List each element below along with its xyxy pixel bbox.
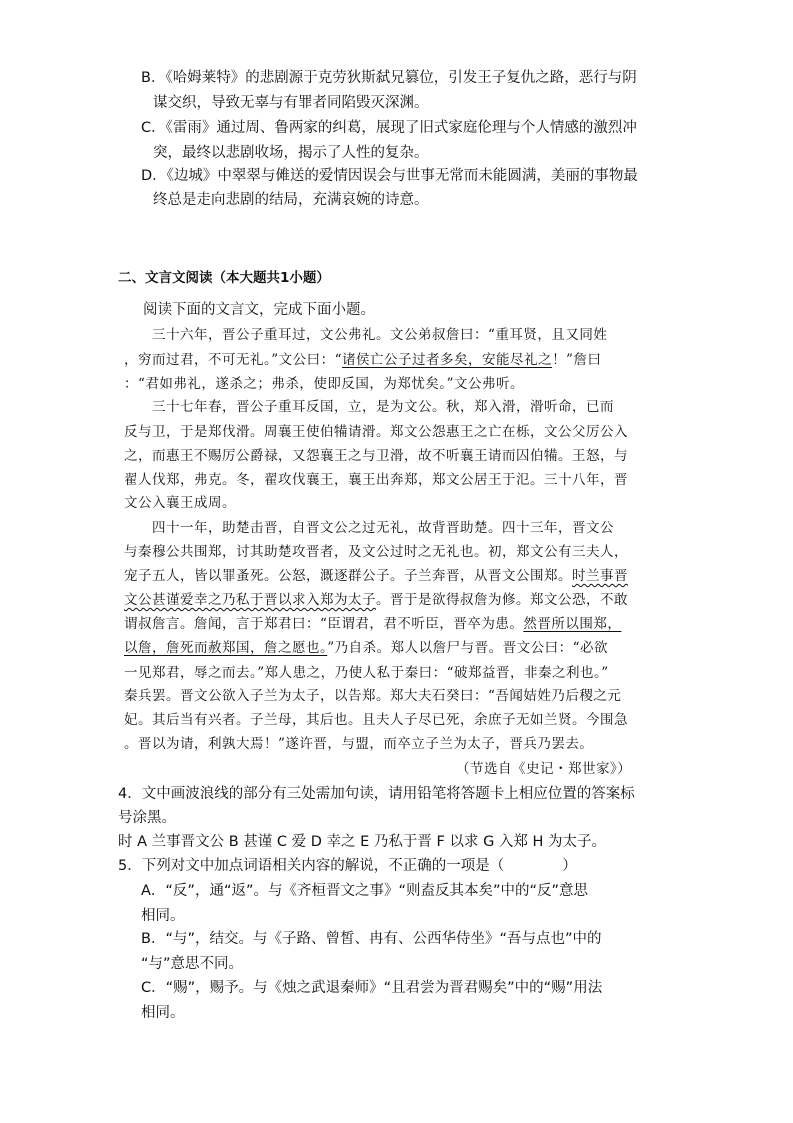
passage-line: 谓叔詹言。詹闻，言于郑君曰：“臣谓君，君不听臣，晋卒为患。然晋所以围郑， — [124, 616, 622, 632]
q5-option-b-line2: “与”意思不同。 — [141, 956, 244, 972]
underlined-sentence: 诸侯亡公子过者多矣，安能尽礼之 — [342, 352, 553, 368]
q5-option-c-line2: 相同。 — [141, 1005, 185, 1021]
question-4-sentence: 时 A 兰事晋文公 B 甚谨 C 爱 D 幸之 E 乃私于晋 F 以求 G 入郑 H 为太子。 — [118, 834, 607, 850]
wavy-underlined-sentence: 时兰事晋 — [572, 568, 628, 584]
reading-instruction: 阅读下面的文言文，完成下面小题。 — [143, 302, 375, 318]
passage-line: 三十六年，晋公子重耳过，文公弗礼。文公弟叔詹曰：“重耳贤，且又同姓 — [152, 327, 608, 343]
passage-line: 宠子五人，皆以罪蚤死。公怒，溉逐群公子。子兰奔晋，从晋文公围郑。时兰事晋 — [124, 568, 628, 584]
option-d-line2: 终总是走向悲剧的结局，充满哀婉的诗意。 — [153, 192, 429, 208]
passage-line: ：“君如弗礼，遂杀之；弗杀，使即反国，为郑忧矣。”文公弗听。 — [124, 376, 525, 392]
question-4-line2: 号涂黑。 — [118, 810, 176, 826]
option-c-line2: 突，最终以悲剧收场，揭示了人性的复杂。 — [153, 145, 429, 161]
option-b-line2: 谋交织，导致无辜与有罪者同陷毁灭深渊。 — [153, 95, 429, 111]
passage-line: 反与卫，于是郑伐滑。周襄王使伯犕请滑。郑文公怨惠王之亡在栎，文公父厉公入 — [124, 424, 628, 440]
passage-line: ，穷而过君，不可无礼。”文公曰：“诸侯亡公子过者多矣，安能尽礼之！”詹曰 — [124, 352, 602, 368]
passage-source: （节选自《史记・郑世家》） — [456, 761, 632, 777]
q5-option-a-line1: A．“反”，通“返”。与《齐桓晋文之事》“则盍反其本矣”中的“反”意思 — [141, 883, 589, 899]
underlined-sentence: 以詹，詹死而赦郑国，詹之愿也。 — [124, 640, 328, 656]
q5-option-b-line1: B．“与”，结交。与《子路、曾皙、冉有、公西华侍坐》“吾与点也”中的 — [141, 931, 602, 947]
passage-line: 秦兵罢。晋文公欲入子兰为太子，以告郑。郑大夫石癸曰：“吾闻姞姓乃后稷之元 — [124, 688, 622, 704]
option-c-line1: C．《雷雨》通过周、鲁两家的纠葛，展现了旧式家庭伦理与个人情感的激烈冲 — [141, 120, 637, 136]
option-d-line1: D．《边城》中翠翠与傩送的爱情因误会与世事无常而未能圆满，美丽的事物最 — [141, 168, 638, 184]
passage-line: 一见郑君，辱之而去。”郑人患之，乃使人私于秦曰：“破郑益晋，非秦之利也。” — [124, 665, 609, 681]
underlined-sentence: 然晋所以围郑， — [523, 616, 622, 632]
section-title: 二、文言文阅读（本大题共1小题） — [118, 270, 330, 286]
passage-line: 文公入襄王成周。 — [124, 495, 236, 511]
q5-option-c-line1: C．“赐”，赐予。与《烛之武退秦师》“且君尝为晋君赐矣”中的“赐”用法 — [141, 980, 603, 996]
passage-line: 以詹，詹死而赦郑国，詹之愿也。”乃自杀。郑人以詹尸与晋。晋文公曰：“必欲 — [124, 640, 609, 656]
passage-line: 之，而惠王不赐厉公爵禄，又怨襄王之与卫滑，故不听襄王请而囚伯犕。王怒，与 — [124, 448, 628, 464]
question-5-stem: 5．下列对文中加点词语相关内容的解说，不正确的一项是（ ） — [118, 858, 577, 874]
question-4-line1: 4．文中画波浪线的部分有三处需加句读，请用铅笔将答题卡上相应位置的答案标 — [118, 786, 635, 802]
passage-line: 与秦穆公共围郑，讨其助楚攻晋者，及文公过时之无礼也。初，郑文公有三夫人， — [124, 544, 628, 560]
passage-line: 三十七年春，晋公子重耳反国，立，是为文公。秋，郑入滑，滑听命，已而 — [152, 399, 614, 415]
passage-line: 文公甚谨爱幸之乃私于晋以求入郑为太子。晋于是欲得叔詹为修。郑文公恐，不敢 — [124, 592, 628, 608]
passage-line: 。晋以为请，利孰大焉！”遂许晋，与盟，而卒立子兰为太子，晋兵乃罢去。 — [124, 736, 594, 752]
option-b-line1: B．《哈姆莱特》的悲剧源于克劳狄斯弑兄篡位，引发王子复仇之路，恶行与阴 — [141, 70, 637, 86]
passage-line: 妃。其后当有兴者。子兰母，其后也。且夫人子尽已死，余庶子无如兰贤。今围急 — [124, 712, 628, 728]
wavy-underlined-sentence: 文公甚谨爱幸之乃私于晋以求入郑为太子 — [124, 592, 376, 608]
passage-line: 四十一年，助楚击晋，自晋文公之过无礼，故背晋助楚。四十三年，晋文公 — [152, 520, 614, 536]
passage-line: 翟人伐郑，弗克。冬，翟攻伐襄王，襄王出奔郑，郑文公居王于氾。三十八年，晋 — [124, 472, 628, 488]
q5-option-a-line2: 相同。 — [141, 908, 185, 924]
